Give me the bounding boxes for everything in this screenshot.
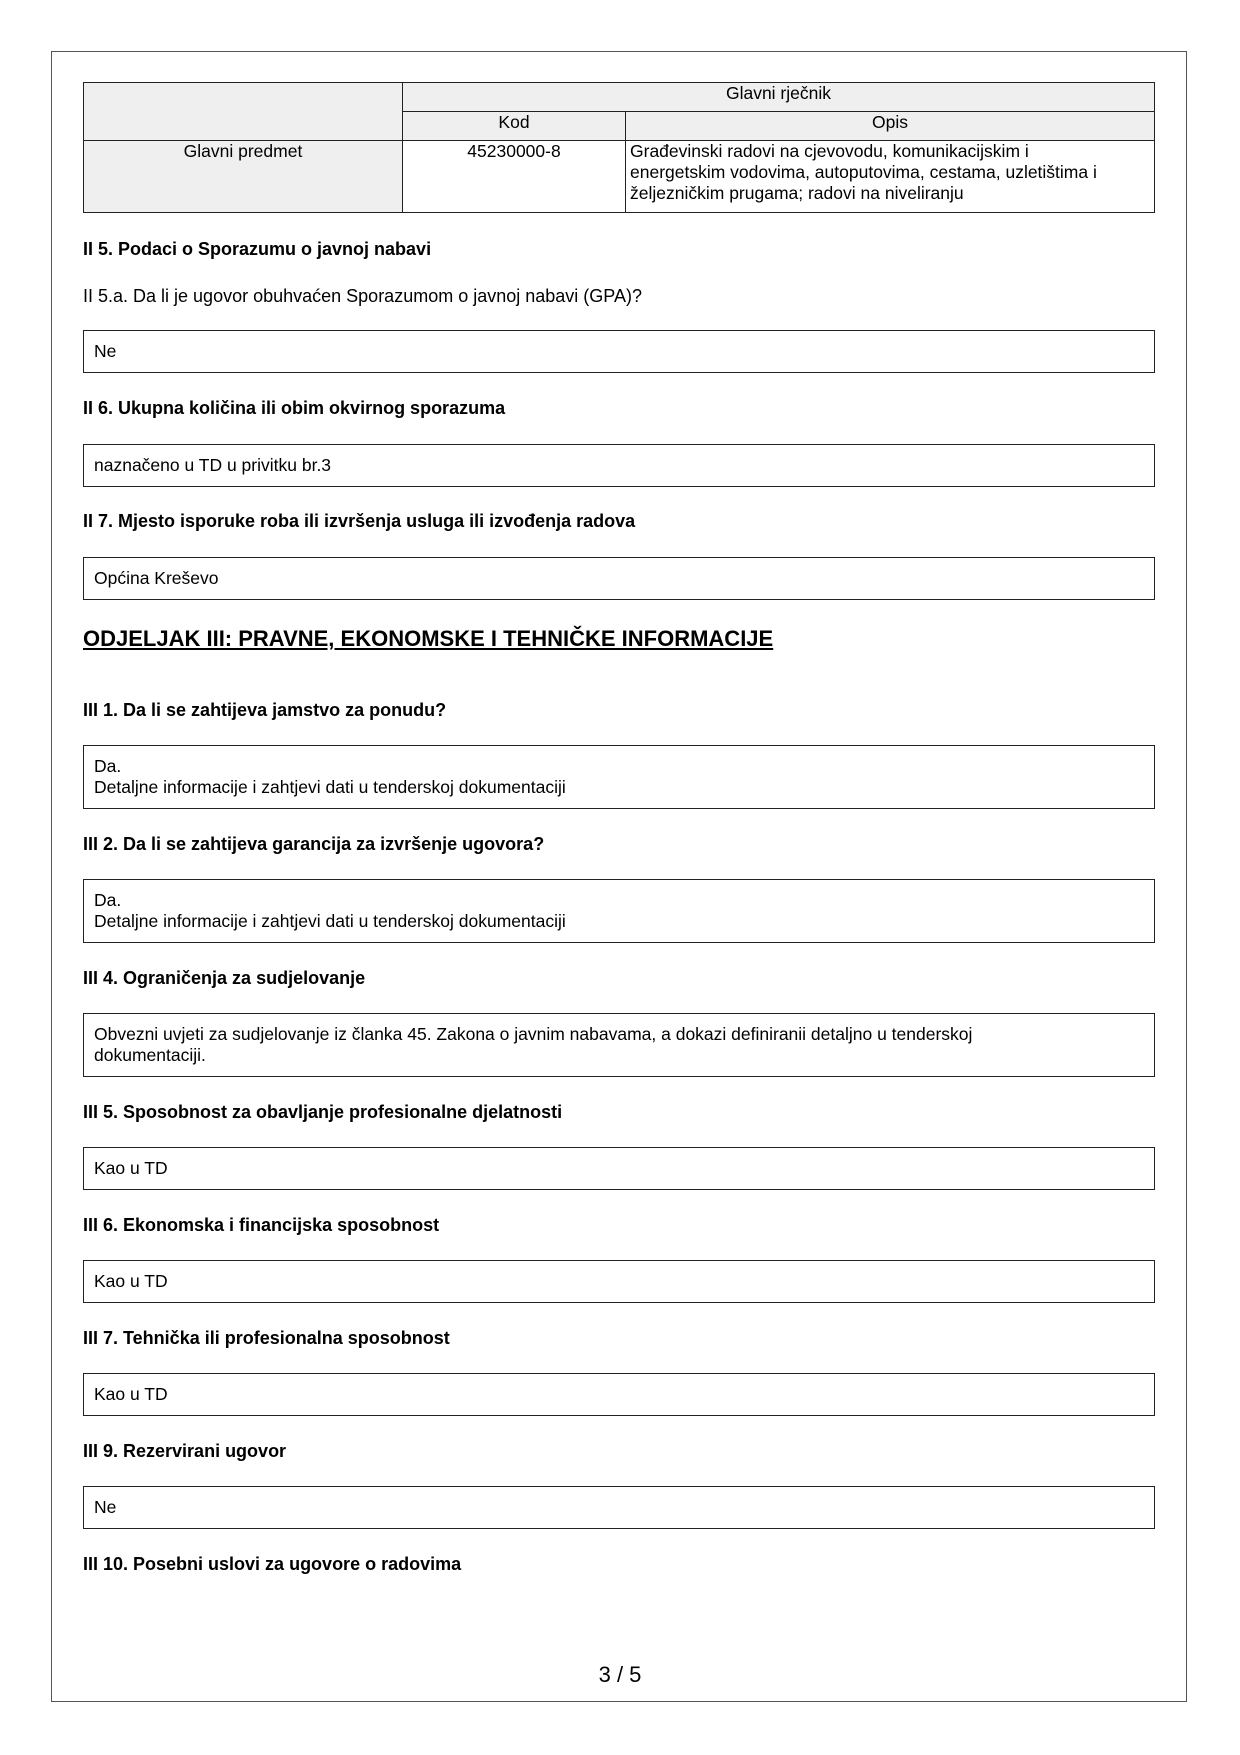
answer-box-iii5 [83, 1147, 1155, 1190]
answer-box-ii7 [83, 557, 1155, 600]
answer-box-iii1 [83, 745, 1155, 809]
answer-line: dokumentaciji. [94, 1045, 206, 1065]
answer-text: Općina Kreševo [94, 568, 219, 588]
cpv-code: 45230000-8 [403, 141, 626, 213]
vocab-group-header: Glavni rječnik [403, 83, 1155, 112]
heading-iii4: III 4. Ograničenja za sudjelovanje [83, 968, 366, 988]
answer-box-iii4 [83, 1013, 1155, 1077]
heading-iii10: III 10. Posebni uslovi za ugovore o radovima [83, 1554, 462, 1574]
heading-ii5: II 5. Podaci o Sporazumu o javnoj nabavi [83, 239, 432, 259]
section-iii-title: ODJELJAK III: PRAVNE, EKONOMSKE I TEHNIČKE INFORMACIJE [83, 626, 774, 651]
row-label-main-subject: Glavni predmet [84, 141, 403, 213]
answer-text: naznačeno u TD u privitku br.3 [94, 455, 332, 475]
cpv-description-line: energetskim vodovima, autoputovima, cestama, uzletištima i [630, 162, 1097, 182]
answer-text: Ne [94, 1497, 117, 1517]
answer-box-ii5a [83, 330, 1155, 373]
cpv-description-line: Građevinski radovi na cjevovodu, komunikacijskim i [630, 141, 1029, 161]
page-number: 3 / 5 [598, 1662, 642, 1687]
cpv-description-line: željezničkim prugama; radovi na niveliranju [630, 183, 964, 203]
column-header-code: Kod [403, 112, 626, 141]
answer-line: Detaljne informacije i zahtjevi dati u tenderskoj dokumentaciji [94, 911, 566, 931]
answer-text: Ne [94, 341, 117, 361]
heading-iii7: III 7. Tehnička ili profesionalna sposobnost [83, 1328, 450, 1348]
heading-iii5: III 5. Sposobnost za obavljanje profesionalne djelatnosti [83, 1102, 563, 1122]
heading-iii1: III 1. Da li se zahtijeva jamstvo za ponudu? [83, 700, 447, 720]
answer-line: Da. [94, 890, 122, 910]
answer-line: Detaljne informacije i zahtjevi dati u tenderskoj dokumentaciji [94, 777, 566, 797]
heading-iii2: III 2. Da li se zahtijeva garancija za izvršenje ugovora? [83, 834, 545, 854]
heading-iii6: III 6. Ekonomska i financijska sposobnost [83, 1215, 440, 1235]
answer-line: Obvezni uvjeti za sudjelovanje iz članka 45. Zakona o javnim nabavama, a dokazi definiranii detaljno u tenderskoj [94, 1024, 973, 1044]
answer-box-ii6 [83, 444, 1155, 487]
answer-box-iii6 [83, 1260, 1155, 1303]
table-corner-cell [84, 83, 403, 141]
answer-text: Kao u TD [94, 1384, 168, 1404]
vocabulary-table [83, 82, 1155, 213]
answer-box-iii9 [83, 1486, 1155, 1529]
question-ii5a: II 5.a. Da li je ugovor obuhvaćen Sporazumom o javnoj nabavi (GPA)? [83, 286, 642, 306]
answer-box-iii2 [83, 879, 1155, 943]
column-header-description: Opis [626, 112, 1155, 141]
answer-box-iii7 [83, 1373, 1155, 1416]
heading-ii7: II 7. Mjesto isporuke roba ili izvršenja usluga ili izvođenja radova [83, 511, 636, 531]
answer-text: Kao u TD [94, 1271, 168, 1291]
heading-iii9: III 9. Rezervirani ugovor [83, 1441, 287, 1461]
answer-line: Da. [94, 756, 122, 776]
heading-ii6: II 6. Ukupna količina ili obim okvirnog sporazuma [83, 398, 506, 418]
answer-text: Kao u TD [94, 1158, 168, 1178]
cpv-description [626, 141, 1155, 213]
